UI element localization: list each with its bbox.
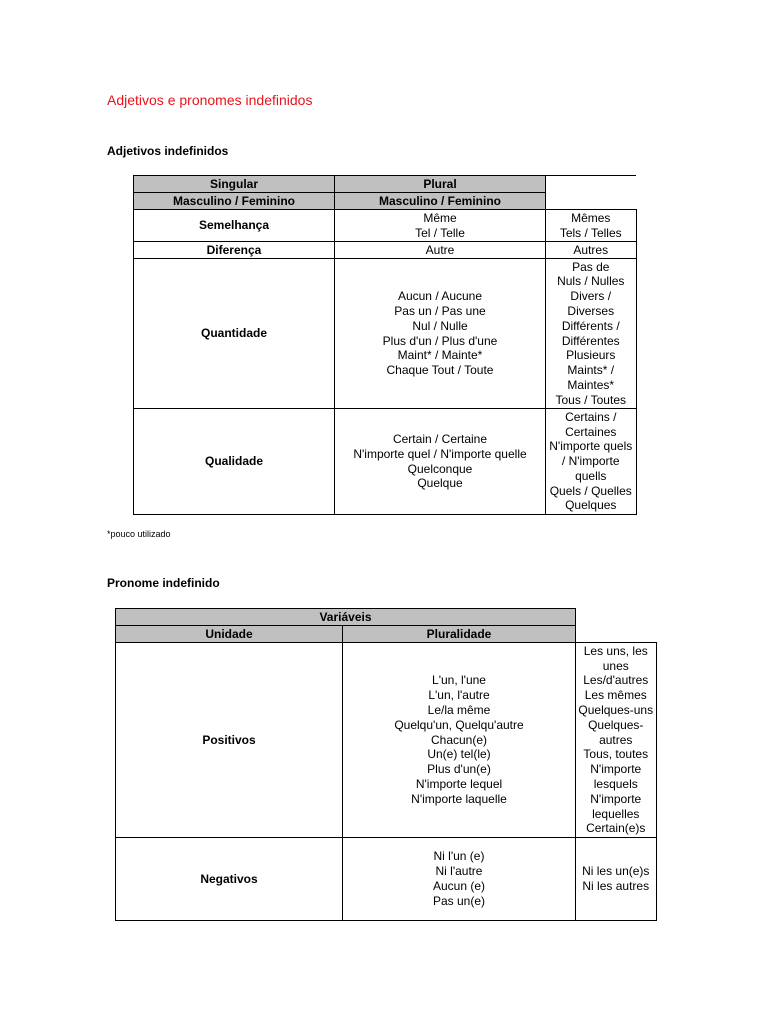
cell-plural: Pas de Nuls / Nulles Divers / Diverses Différents / Différentes Plusieurs Maints* / Maintes* Tous / Toutes [546, 259, 637, 409]
header-genero-plural: Masculino / Feminino [335, 193, 546, 210]
table-row [134, 409, 637, 515]
header-variaveis: Variáveis [116, 609, 576, 626]
row-label: Diferença [134, 242, 335, 259]
pronomes-table [115, 608, 657, 921]
cell-unidade: Ni l'un (e) Ni l'autre Aucun (e) Pas un(e) [343, 838, 576, 921]
cell-pluralidade: Les uns, les unes Les/d'autres Les mêmes Quelques-uns Quelques- autres Tous, toutes N'importe lesquels N'importe lequelles Certain(e)s [576, 643, 657, 838]
row-label: Quantidade [134, 259, 335, 409]
table-row [134, 242, 637, 259]
header-unidade: Unidade [116, 626, 343, 643]
table-row [116, 838, 657, 921]
cell-plural: Mêmes Tels / Telles [546, 210, 637, 242]
cell-singular: Autre [335, 242, 546, 259]
table-row [134, 259, 637, 409]
cell-plural: Certains / Certaines N'importe quels / N'importe quells Quels / Quelles Quelques [546, 409, 637, 515]
table-row [116, 643, 657, 838]
header-singular: Singular [134, 176, 335, 193]
section-heading-adjetivos: Adjetivos indefinidos [107, 144, 229, 158]
row-label: Qualidade [134, 409, 335, 515]
row-label: Positivos [116, 643, 343, 838]
cell-singular: Aucun / Aucune Pas un / Pas une Nul / Nulle Plus d'un / Plus d'une Maint* / Mainte* Chaque Tout / Toute [335, 259, 546, 409]
cell-plural: Autres [546, 242, 637, 259]
adjetivos-table [133, 175, 637, 515]
row-label: Negativos [116, 838, 343, 921]
table-row [134, 210, 637, 242]
footnote: *pouco utilizado [107, 529, 171, 539]
cell-unidade: L'un, l'une L'un, l'autre Le/la même Quelqu'un, Quelqu'autre Chacun(e) Un(e) tel(le) Plus d'un(e) N'importe lequel N'importe laquelle [343, 643, 576, 838]
header-plural: Plural [335, 176, 546, 193]
section-heading-pronome: Pronome indefinido [107, 576, 220, 590]
cell-pluralidade: Ni les un(e)s Ni les autres [576, 838, 657, 921]
cell-singular: Certain / Certaine N'importe quel / N'importe quelle Quelconque Quelque [335, 409, 546, 515]
header-pluralidade: Pluralidade [343, 626, 576, 643]
header-genero-singular: Masculino / Feminino [134, 193, 335, 210]
cell-singular: Même Tel / Telle [335, 210, 546, 242]
page-title: Adjetivos e pronomes indefinidos [107, 92, 313, 108]
row-label: Semelhança [134, 210, 335, 242]
